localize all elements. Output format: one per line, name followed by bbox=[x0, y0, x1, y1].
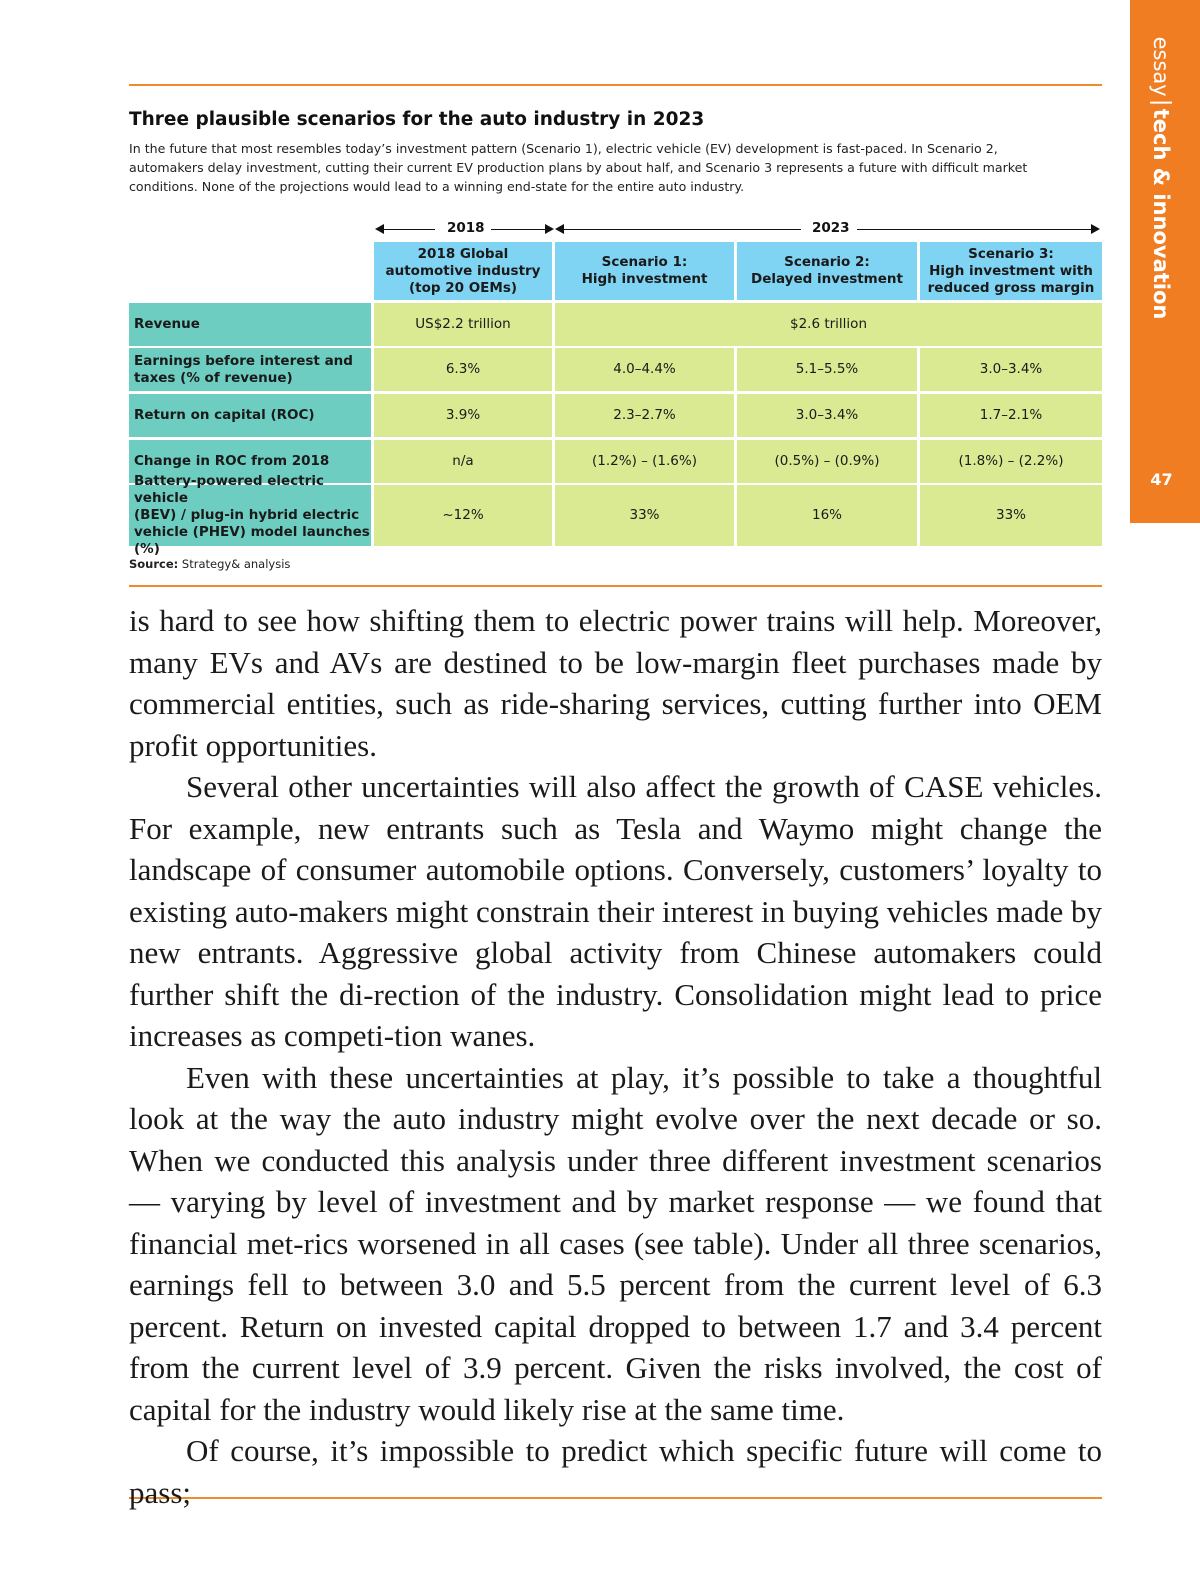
timeline-2023-left-line bbox=[563, 229, 801, 230]
source-label: Source: bbox=[129, 557, 179, 571]
source-text: Strategy& analysis bbox=[181, 557, 291, 571]
table-cell: 2.3–2.7% bbox=[555, 394, 734, 437]
timeline-2018-label: 2018 bbox=[447, 220, 485, 236]
table-row-label: Revenue bbox=[129, 303, 371, 346]
table-cell: 3.9% bbox=[374, 394, 552, 437]
section-divider bbox=[1150, 102, 1172, 104]
body-paragraph-2: Several other uncertainties will also affect the growth of CASE vehicles. For example, new entrants such as Tesla and Waymo might change the landscape of consumer automobile options. Conversely, customers’ loyalty to existing auto-makers might constrain their interest in buying vehicles made by new entrants. Aggressive global activity from Chinese automakers could further shift the di-rection of the industry. Consolidation might lead to price increases as competi-tion wanes. bbox=[129, 769, 1102, 1053]
table-row-label: Return on capital (ROC) bbox=[129, 394, 371, 437]
table-row-label: Earnings before interest and taxes (% of revenue) bbox=[129, 348, 371, 391]
table-cell: 33% bbox=[920, 485, 1102, 546]
figure-bottom-rule bbox=[129, 585, 1102, 587]
table-cell-merged: $2.6 trillion bbox=[555, 303, 1102, 346]
table-cell: 33% bbox=[555, 485, 734, 546]
section-label-bold: tech & innovation bbox=[1149, 108, 1173, 320]
table-column-header: Scenario 1: High investment bbox=[555, 242, 734, 300]
table-cell: 5.1–5.5% bbox=[737, 348, 917, 391]
section-label bbox=[1149, 37, 1173, 320]
figure-title: Three plausible scenarios for the auto industry in 2023 bbox=[129, 109, 705, 130]
timeline-2023-right-line bbox=[857, 229, 1091, 230]
body-paragraph-4: Of course, it’s impossible to predict which specific future will come to pass; bbox=[129, 1433, 1102, 1510]
figure-description: In the future that most resembles today’s investment pattern (Scenario 1), electric vehicle (EV) development is fast-paced. In Scenario 2, automakers delay investment, cutting their current EV production plans by about half, and Scenario 3 represents a future with difficult market conditions. None of the projections would lead to a winning end-state for the entire auto industry. bbox=[129, 141, 1028, 194]
table-cell: (0.5%) – (0.9%) bbox=[737, 440, 917, 483]
table-column-header: Scenario 2: Delayed investment bbox=[737, 242, 917, 300]
timeline-2018-left-line bbox=[383, 229, 435, 230]
table-row-label: Battery-powered electric vehicle (BEV) / plug-in hybrid electric vehicle (PHEV) model launches (%) bbox=[129, 485, 371, 546]
timeline-2018-right-line bbox=[491, 229, 546, 230]
timeline-2018-right-arrow-icon bbox=[545, 224, 554, 234]
table-cell: (1.8%) – (2.2%) bbox=[920, 440, 1102, 483]
table-column-header: Scenario 3: High investment with reduced gross margin bbox=[920, 242, 1102, 300]
table-row-label: Change in ROC from 2018 bbox=[129, 440, 371, 483]
table-cell: 4.0–4.4% bbox=[555, 348, 734, 391]
timeline-2023-label: 2023 bbox=[812, 220, 850, 236]
body-paragraph-3: Even with these uncertainties at play, it’s possible to take a thoughtful look at the way the auto industry might evolve over the next decade or so. When we conducted this analysis under three different investment scenarios — varying by level of investment and by market response — we found that financial met-rics worsened in all cases (see table). Under all three scenarios, earnings fell to between 3.0 and 5.5 percent from the current level of 6.3 percent. Return on invested capital dropped to between 1.7 and 3.4 percent from the current level of 3.9 percent. Given the risks involved, the cost of capital for the industry would likely rise at the same time. bbox=[129, 1059, 1102, 1427]
table-cell: 6.3% bbox=[374, 348, 552, 391]
table-cell: (1.2%) – (1.6%) bbox=[555, 440, 734, 483]
table-cell: ~12% bbox=[374, 485, 552, 546]
table-cell: n/a bbox=[374, 440, 552, 483]
table-cell: 3.0–3.4% bbox=[920, 348, 1102, 391]
page-number: 47 bbox=[1150, 470, 1173, 489]
table-cell: 3.0–3.4% bbox=[737, 394, 917, 437]
table-cell: US$2.2 trillion bbox=[374, 303, 552, 346]
body-paragraph-1: is hard to see how shifting them to electric power trains will help. Moreover, many EVs and AVs are destined to be low-margin fleet purchases made by commercial entities, such as ride-sharing services, cutting further into OEM profit opportunities. bbox=[129, 603, 1102, 763]
table-column-header: 2018 Global automotive industry (top 20 OEMs) bbox=[374, 242, 552, 300]
table-cell: 16% bbox=[737, 485, 917, 546]
timeline-2023-right-arrow-icon bbox=[1091, 224, 1100, 234]
table-cell: 1.7–2.1% bbox=[920, 394, 1102, 437]
top-rule bbox=[129, 84, 1102, 86]
body-text bbox=[129, 600, 1102, 1513]
figure-source bbox=[129, 557, 290, 571]
section-label-light: essay bbox=[1149, 36, 1173, 97]
